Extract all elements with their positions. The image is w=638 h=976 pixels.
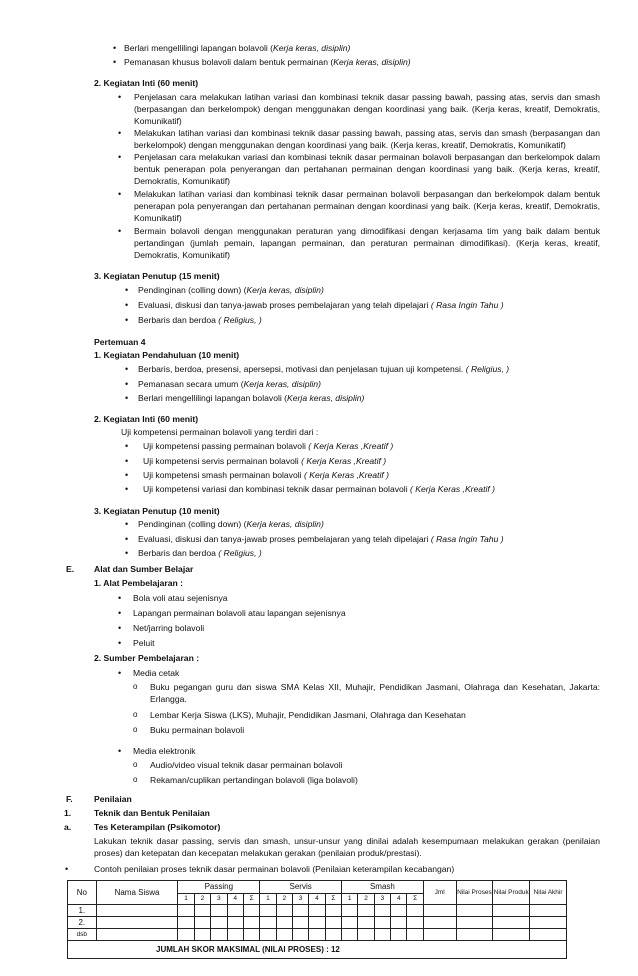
row-number: 1. bbox=[68, 905, 97, 917]
section-title: Alat dan Sumber Belajar bbox=[94, 564, 194, 574]
bullet: • bbox=[118, 638, 122, 648]
bullet: • bbox=[118, 152, 122, 162]
list-item: Berbaris dan berdoa ( Religius, ) bbox=[138, 548, 262, 558]
sub-header: Σ bbox=[407, 894, 423, 905]
table-row bbox=[68, 929, 567, 941]
list-item: Pendinginan (colling down) (Kerja keras, disiplin) bbox=[138, 519, 324, 529]
list-item: Berbaris dan berdoa ( Religius, ) bbox=[138, 315, 262, 325]
sub-header: 4 bbox=[391, 894, 407, 905]
item-letter: a. bbox=[64, 822, 72, 832]
sub-header: 3 bbox=[374, 894, 390, 905]
bullet: • bbox=[125, 548, 129, 558]
header-servis: Servis bbox=[260, 881, 342, 894]
table-row bbox=[68, 905, 567, 917]
bullet: • bbox=[125, 364, 129, 374]
circle-bullet: o bbox=[133, 710, 138, 719]
circle-bullet: o bbox=[133, 725, 138, 734]
item-title: Teknik dan Bentuk Penilaian bbox=[94, 808, 210, 818]
paragraph: Penjelasan cara melakukan variasi dan kombinasi teknik dasar permainan bolavoli berpasangan dan berkelompok dalam bentuk penerapan pola penyerangan dan pertahanan permainan dengan koordinasi yang baik. (Kerja keras, kreatif, Demokratis, Komunikatif) bbox=[134, 152, 600, 186]
list-item: Berlari mengellilingi lapangan bolavoli (Kerja keras, disiplin) bbox=[138, 393, 365, 403]
section-heading: 3. Kegiatan Penutup (15 menit) bbox=[94, 271, 220, 281]
paragraph: Bermain bolavoli dengan menggunakan peraturan yang dimodifikasi dengan kerjasama tim yang baik dalam bentuk pertandingan (jumlah pemain, lapangan permainan, dan peraturan permainan dimodifikasi). (Kerja keras, kreatif, Demokratis, Komunikatif) bbox=[134, 226, 600, 260]
sub-header: 2 bbox=[358, 894, 374, 905]
bullet: • bbox=[125, 470, 129, 480]
header-nama: Nama Siswa bbox=[96, 881, 178, 905]
circle-bullet: o bbox=[133, 760, 138, 769]
paragraph: Melakukan latihan variasi dan kombinasi teknik dasar permainan bolavoli berpasangan dan berkelompok dalam bentuk penerapan pola penyerangan dan pertahanan permainan dengan koordinasi yang baik. (Kerja keras, kreatif, Demokratis, Komunikatif) bbox=[134, 189, 600, 223]
section-heading: 3. Kegiatan Penutup (10 menit) bbox=[94, 506, 220, 516]
meeting-title: Pertemuan 4 bbox=[94, 337, 146, 347]
list-item: Uji kompetensi smash permainan bolavoli ( Kerja Keras ,Kreatif ) bbox=[143, 470, 389, 480]
paragraph: Penjelasan cara melakukan latihan variasi dan kombinasi teknik dasar passing bawah, passing atas, servis dan smash (berpasangan dan berkelompok) dengan menggunakan dengan koordinasi yang baik. (Kerja keras, kreatif, Demokratis, Komunikatif) bbox=[134, 92, 600, 126]
list-item: Net/jarring bolavoli bbox=[133, 623, 205, 633]
table-row bbox=[68, 917, 567, 929]
bullet: • bbox=[118, 593, 122, 603]
list-item: Media cetak bbox=[133, 668, 180, 678]
row-number: dsb bbox=[68, 929, 97, 941]
sub-header: 4 bbox=[227, 894, 243, 905]
paragraph: Lakukan teknik dasar passing, servis dan smash, unsur-unsur yang dinilai adalah kesempumaan melakukan gerakan (penilaian proses) dan ketepatan dan kecepatan melakukan gerakan (penilaian produk/prestasi). bbox=[94, 836, 600, 858]
bullet: • bbox=[118, 668, 122, 678]
intro-text: Uji kompetensi permainan bolavoli yang terdiri dari : bbox=[121, 427, 319, 437]
subsection-heading: 1. Alat Pembelajaran : bbox=[94, 578, 183, 588]
header-jml: Jml bbox=[423, 881, 456, 905]
bullet: • bbox=[118, 128, 122, 138]
list-item: Buku pegangan guru dan siswa SMA Kelas XII, Muhajir, Pendidikan Jasmani, Olahraga dan Kesehatan, Jakarta: Erlangga. bbox=[150, 682, 600, 704]
list-item: Evaluasi, diskusi dan tanya-jawab proses pembelajaran yang telah dipelajari ( Rasa Ingin Tahu ) bbox=[138, 534, 504, 544]
list-item: Berbaris, berdoa, presensi, apersepsi, motivasi dan penjelasan tujuan uji kompetensi. ( Religius, ) bbox=[138, 364, 510, 374]
bullet: • bbox=[125, 534, 129, 544]
sub-header: 2 bbox=[276, 894, 292, 905]
list-item: Pendinginan (colling down) (Kerja keras, disiplin) bbox=[138, 285, 324, 295]
bullet: • bbox=[125, 379, 129, 389]
paragraph: Melakukan latihan variasi dan kombinasi teknik dasar passing bawah, passing atas, servis dan smash (berpasangan dan berkelompok) dengan menggunakan dengan koordinasi yang baik. (Kerja keras, kreatif, Demokratis, Komunikatif) bbox=[134, 128, 600, 150]
bullet: • bbox=[118, 746, 122, 756]
list-item: Uji kompetensi variasi dan kombinasi teknik dasar permainan bolavoli ( Kerja Keras ,Kreatif ) bbox=[143, 484, 496, 494]
header-nilai-akhir: Nilai Akhir bbox=[530, 881, 567, 905]
list-item: Bola voli atau sejenisnya bbox=[133, 593, 228, 603]
list-item: Rekaman/cuplikan pertandingan bolavoli (liga bolavoli) bbox=[150, 775, 358, 785]
bullet: • bbox=[125, 285, 129, 295]
section-letter: E. bbox=[66, 564, 75, 574]
circle-bullet: o bbox=[133, 682, 138, 691]
list-item: Lapangan permainan bolavoli atau lapangan sejenisnya bbox=[133, 608, 346, 618]
header-nilai-proses: Nilai Proses bbox=[456, 881, 493, 905]
list-item: Buku permainan bolavoli bbox=[150, 725, 245, 735]
item-number: 1. bbox=[64, 808, 72, 818]
bullet: • bbox=[118, 226, 122, 236]
sub-header: Σ bbox=[325, 894, 341, 905]
bullet: • bbox=[118, 189, 122, 199]
list-item: Lembar Kerja Siswa (LKS), Muhajir, Pendidikan Jasmani, Olahraga dan Kesehatan bbox=[150, 710, 466, 720]
section-letter: F. bbox=[66, 794, 73, 804]
header-no: No bbox=[68, 881, 97, 905]
row-number: 2. bbox=[68, 917, 97, 929]
sub-header: 1 bbox=[260, 894, 276, 905]
bullet: • bbox=[125, 315, 129, 325]
item-title: Tes Keterampilan (Psikomotor) bbox=[94, 822, 221, 832]
header-smash: Smash bbox=[342, 881, 424, 894]
sub-header: 4 bbox=[309, 894, 325, 905]
bullet: • bbox=[113, 43, 117, 53]
score-table bbox=[67, 880, 567, 959]
bullet: • bbox=[65, 864, 69, 874]
table-footer: JUMLAH SKOR MAKSIMAL (NILAI PROSES) : 12 bbox=[68, 941, 567, 959]
sub-header: 1 bbox=[178, 894, 194, 905]
bullet: • bbox=[118, 608, 122, 618]
sub-header: 3 bbox=[292, 894, 308, 905]
bullet: • bbox=[118, 92, 122, 102]
bullet: • bbox=[125, 484, 129, 494]
list-item: Uji kompetensi passing permainan bolavoli ( Kerja Keras ,Kreatif ) bbox=[143, 441, 394, 451]
bullet: • bbox=[125, 519, 129, 529]
section-heading: 1. Kegiatan Pendahuluan (10 menit) bbox=[94, 350, 240, 360]
bullet: • bbox=[125, 393, 129, 403]
section-heading: 2. Kegiatan Inti (60 menit) bbox=[94, 414, 199, 424]
bullet: • bbox=[113, 57, 117, 67]
sub-header: 2 bbox=[194, 894, 210, 905]
sub-header: Σ bbox=[243, 894, 259, 905]
list-item: Audio/video visual teknik dasar permainan bolavoli bbox=[150, 760, 343, 770]
header-passing: Passing bbox=[178, 881, 260, 894]
list-item: Pemanasan khusus bolavoli dalam bentuk permainan (Kerja keras, disiplin) bbox=[124, 57, 411, 67]
list-item: Evaluasi, diskusi dan tanya-jawab proses pembelajaran yang telah dipelajari ( Rasa Ingin Tahu ) bbox=[138, 300, 504, 310]
bullet: • bbox=[125, 456, 129, 466]
section-heading: 2. Kegiatan Inti (60 menit) bbox=[94, 78, 199, 88]
bullet: • bbox=[125, 300, 129, 310]
header-nilai-produk: Nilai Produk bbox=[493, 881, 530, 905]
bullet: • bbox=[118, 623, 122, 633]
circle-bullet: o bbox=[133, 775, 138, 784]
list-item: Peluit bbox=[133, 638, 155, 648]
sub-header: 3 bbox=[211, 894, 227, 905]
list-item: Berlari mengellilingi lapangan bolavoli (Kerja keras, disiplin) bbox=[124, 43, 351, 53]
subsection-heading: 2. Sumber Pembelajaran : bbox=[94, 653, 200, 663]
section-title: Penilaian bbox=[94, 794, 132, 804]
list-item: Pemanasan secara umum (Kerja keras, disiplin) bbox=[138, 379, 321, 389]
sub-header: 1 bbox=[342, 894, 358, 905]
bullet: • bbox=[125, 441, 129, 451]
paragraph: Contoh penilaian proses teknik dasar permainan bolavoli (Penilaian keterampilan kecabangan) bbox=[94, 864, 455, 874]
list-item: Media elektronik bbox=[133, 746, 196, 756]
list-item: Uji kompetensi servis permainan bolavoli ( Kerja Keras ,Kreatif ) bbox=[143, 456, 387, 466]
